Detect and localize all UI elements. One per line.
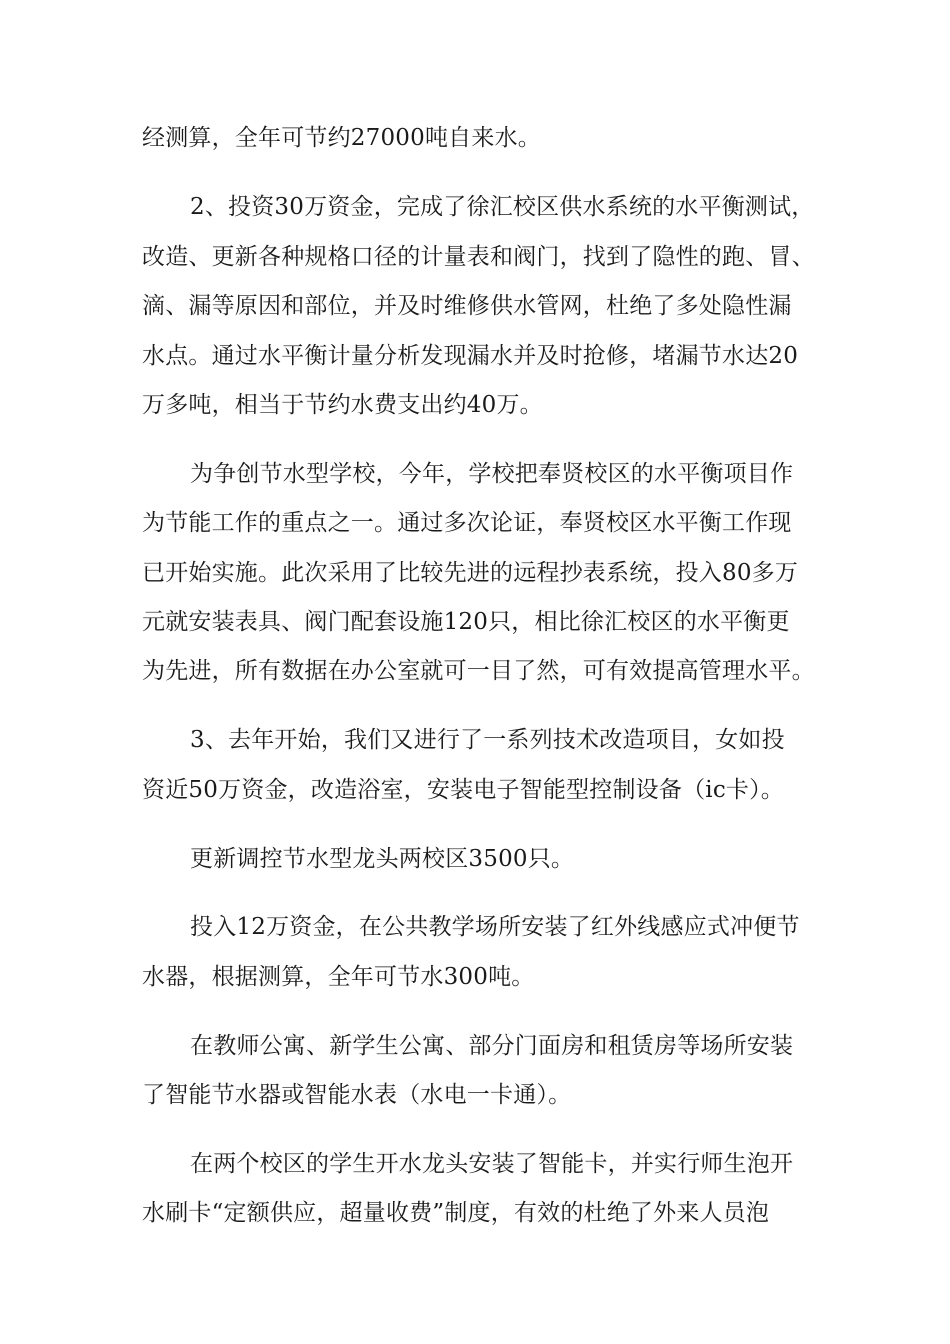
- paragraph-first-line: 2、投资30万资金，完成了徐汇校区供水系统的水平衡测试，: [190, 194, 815, 220]
- paragraph-first-line: 为争创节水型学校，今年，学校把奉贤校区的水平衡项目作: [190, 461, 794, 487]
- paragraph-first-line: 在教师公寓、新学生公寓、部分门面房和租赁房等场所安装: [190, 1033, 794, 1059]
- text-line: 改造、更新各种规格口径的计量表和阀门，找到了隐性的跑、冒、: [142, 244, 815, 270]
- text-line: 水器，根据测算，全年可节水300吨。: [142, 964, 535, 990]
- paragraph-first-line: 投入12万资金，在公共教学场所安装了红外线感应式冲便节: [190, 914, 800, 940]
- text-line: 经测算，全年可节约27000吨自来水。: [142, 125, 541, 151]
- text-line: 万多吨，相当于节约水费支出约40万。: [142, 392, 543, 418]
- text-line: 为先进，所有数据在办公室就可一目了然，可有效提高管理水平。: [142, 658, 815, 684]
- paragraph-first-line: 3、去年开始，我们又进行了一系列技术改造项目，女如投: [190, 727, 785, 753]
- paragraph-first-line: 在两个校区的学生开水龙头安装了智能卡，并实行师生泡开: [190, 1151, 794, 1177]
- text-line: 滴、漏等原因和部位，并及时维修供水管网，杜绝了多处隐性漏: [142, 293, 792, 319]
- text-line: 资近50万资金，改造浴室，安装电子智能型控制设备（ic卡）。: [142, 777, 785, 803]
- text-line: 元就安装表具、阀门配套设施120只，相比徐汇校区的水平衡更: [142, 609, 790, 635]
- text-line: 为节能工作的重点之一。通过多次论证，奉贤校区水平衡工作现: [142, 510, 792, 536]
- text-line: 水点。通过水平衡计量分析发现漏水并及时抢修，堵漏节水达20: [142, 343, 799, 369]
- text-line: 了智能节水器或智能水表（水电一卡通）。: [142, 1082, 572, 1108]
- text-line: 水刷卡“定额供应，超量收费”制度，有效的杜绝了外来人员泡: [142, 1200, 770, 1226]
- text-line: 已开始实施。此次采用了比较先进的远程抄表系统，投入80多万: [142, 560, 799, 586]
- paragraph-first-line: 更新调控节水型龙头两校区3500只。: [190, 846, 575, 872]
